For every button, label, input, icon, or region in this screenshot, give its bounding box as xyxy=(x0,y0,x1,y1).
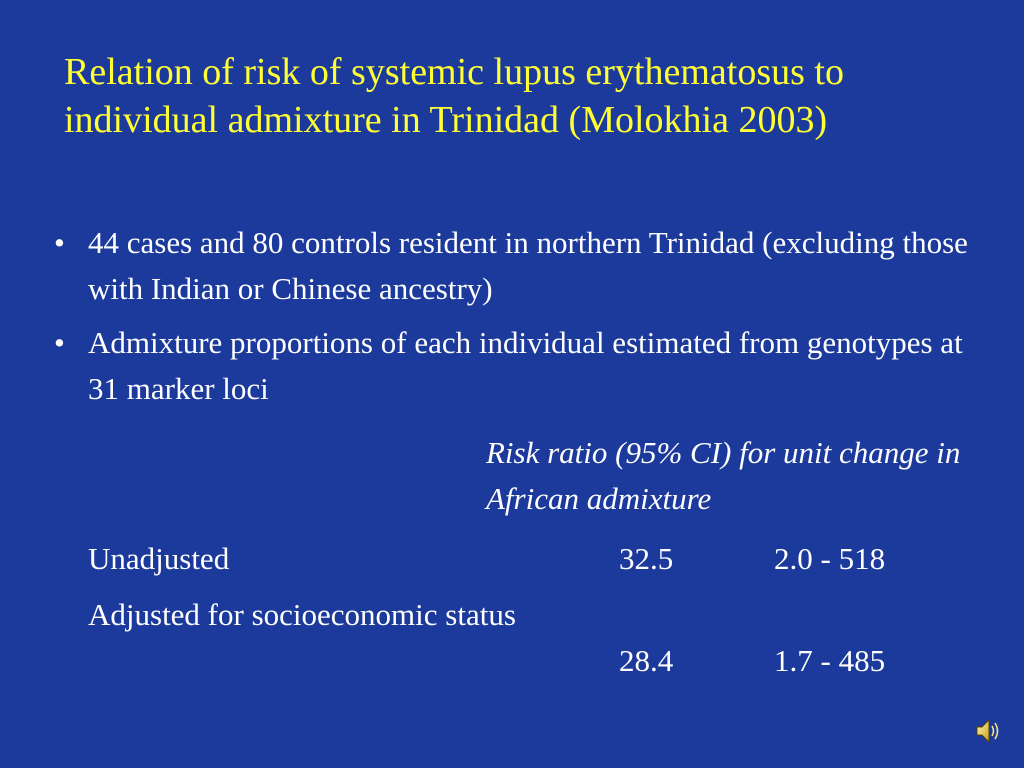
bullet-text: Admixture proportions of each individual estimated from genotypes at 31 marker loci xyxy=(88,325,963,406)
row-label: Unadjusted xyxy=(88,541,230,576)
bullet-list xyxy=(46,220,996,420)
bullet-marker: • xyxy=(54,225,65,260)
table-row xyxy=(88,592,968,684)
risk-ratio-value: 28.4 xyxy=(619,643,674,678)
confidence-interval: 1.7 - 485 xyxy=(774,643,886,678)
table-header: Risk ratio (95% CI) for unit change in African admixture xyxy=(486,435,961,516)
bullet-item xyxy=(46,220,996,312)
speaker-icon[interactable] xyxy=(974,716,1002,746)
table-row xyxy=(88,536,968,582)
row-label: Adjusted for socioeconomic status xyxy=(88,597,516,632)
bullet-marker: • xyxy=(54,325,65,360)
bullet-text: 44 cases and 80 controls resident in northern Trinidad (excluding those with Indian or Chinese ancestry) xyxy=(88,225,968,306)
risk-ratio-value: 32.5 xyxy=(619,541,674,576)
bullet-item xyxy=(46,320,996,412)
confidence-interval: 2.0 - 518 xyxy=(774,541,886,576)
slide-title: Relation of risk of systemic lupus erythematosus to individual admixture in Trinidad (Molokhia 2003) xyxy=(64,51,844,141)
